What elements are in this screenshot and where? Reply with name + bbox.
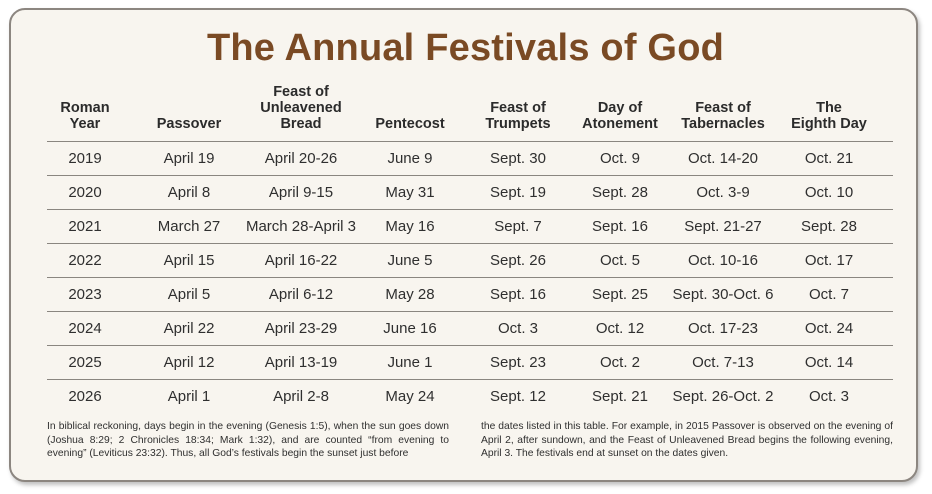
table-cell: 2019 xyxy=(68,150,102,167)
table-cell: Sept. 19 xyxy=(490,184,546,201)
header-trumpets: Feast of Trumpets xyxy=(485,100,551,132)
table-cell: April 15 xyxy=(163,252,215,269)
table-cell: Sept. 28 xyxy=(801,218,857,235)
table-cell: April 23-29 xyxy=(264,320,338,337)
table-cell: Oct. 3 xyxy=(497,320,538,337)
table-cell: Oct. 5 xyxy=(599,252,640,269)
table-cell: Sept. 25 xyxy=(592,286,648,303)
footnote-right: the dates listed in this table. For example, in 2015 Passover is observed on the evening of April 2, after sundown, and the Feast of Unleavened Bread begins the following evening, April 3. The festivals end at sunset on the dates given. xyxy=(481,421,893,459)
table-cell: June 16 xyxy=(383,320,437,337)
table-row xyxy=(47,277,893,310)
table-cell: Oct. 10-16 xyxy=(687,252,759,269)
table-cell: Oct. 14 xyxy=(804,354,854,371)
table-cell: Oct. 7-13 xyxy=(692,354,754,371)
table-cell: April 5 xyxy=(167,286,211,303)
table-cell: March 27 xyxy=(157,218,221,235)
table-cell: April 2-8 xyxy=(273,388,329,405)
table-cell: Oct. 10 xyxy=(804,184,854,201)
table-cell: Sept. 16 xyxy=(592,218,648,235)
footnote-left: In biblical reckoning, days begin in the evening (Genesis 1:5), when the sun goes down (Joshua 8:29; 2 Chronicles 18:34; Mark 1:32), and are counted “from evening to evening” (Leviticus 23:32). Thus, all God’s festivals begin the sunset just before xyxy=(47,421,449,459)
table-cell: June 9 xyxy=(387,150,433,167)
table-cell: June 5 xyxy=(387,252,433,269)
table-cell: April 19 xyxy=(163,150,215,167)
table-cell: 2026 xyxy=(68,388,102,405)
table-cell: Oct. 2 xyxy=(599,354,640,371)
header-unleavened-bread: Feast of Unleavened Bread xyxy=(260,84,342,132)
table-row xyxy=(47,345,893,378)
table-cell: May 24 xyxy=(385,388,435,405)
table-cell: 2025 xyxy=(68,354,102,371)
table-row xyxy=(47,209,893,242)
table-row xyxy=(47,175,893,208)
table-cell: April 13-19 xyxy=(264,354,338,371)
table-cell: Sept. 16 xyxy=(490,286,546,303)
header-eighth-day: The Eighth Day xyxy=(791,100,867,132)
header-roman-year: Roman Year xyxy=(60,100,110,132)
table-row xyxy=(47,379,893,412)
table-cell: April 9-15 xyxy=(268,184,334,201)
table-cell: Sept. 30 xyxy=(490,150,546,167)
header-passover: Passover xyxy=(156,116,222,132)
table-cell: Sept. 21 xyxy=(592,388,648,405)
table-cell: 2024 xyxy=(68,320,102,337)
table-cell: Oct. 7 xyxy=(808,286,849,303)
table-cell: April 6-12 xyxy=(268,286,334,303)
table-cell: Sept. 28 xyxy=(592,184,648,201)
table-cell: 2022 xyxy=(68,252,102,269)
table-cell: 2021 xyxy=(68,218,102,235)
header-tabernacles: Feast of Tabernacles xyxy=(681,100,765,132)
table-cell: Oct. 17 xyxy=(804,252,854,269)
table-cell: March 28-April 3 xyxy=(245,218,357,235)
table-row xyxy=(47,311,893,344)
table-cell: May 31 xyxy=(385,184,435,201)
table-cell: Sept. 21-27 xyxy=(684,218,762,235)
table-cell: April 22 xyxy=(163,320,215,337)
header-pentecost: Pentecost xyxy=(375,116,445,132)
table-cell: May 16 xyxy=(385,218,435,235)
table-cell: Sept. 23 xyxy=(490,354,546,371)
table-cell: Oct. 24 xyxy=(804,320,854,337)
table-cell: Oct. 3 xyxy=(808,388,849,405)
table-cell: Oct. 12 xyxy=(595,320,645,337)
table-cell: Oct. 9 xyxy=(599,150,640,167)
table-row xyxy=(47,141,893,174)
table-row xyxy=(47,243,893,276)
table-cell: April 16-22 xyxy=(264,252,338,269)
table-cell: June 1 xyxy=(387,354,433,371)
table-cell: Oct. 14-20 xyxy=(687,150,759,167)
table-cell: 2020 xyxy=(68,184,102,201)
table-cell: Sept. 30-Oct. 6 xyxy=(672,286,774,303)
table-cell: May 28 xyxy=(385,286,435,303)
table-cell: Sept. 26-Oct. 2 xyxy=(672,388,774,405)
festival-card xyxy=(9,8,918,482)
table-cell: Sept. 7 xyxy=(494,218,542,235)
header-atonement: Day of Atonement xyxy=(582,100,658,132)
table-cell: April 8 xyxy=(167,184,211,201)
table-cell: Sept. 12 xyxy=(490,388,546,405)
table-cell: 2023 xyxy=(68,286,102,303)
table-cell: April 1 xyxy=(167,388,211,405)
table-cell: April 20-26 xyxy=(264,150,338,167)
table-cell: Oct. 21 xyxy=(804,150,854,167)
page-title: The Annual Festivals of God xyxy=(206,27,725,69)
table-cell: Sept. 26 xyxy=(490,252,546,269)
table-cell: Oct. 3-9 xyxy=(696,184,750,201)
table-cell: April 12 xyxy=(163,354,215,371)
table-cell: Oct. 17-23 xyxy=(687,320,759,337)
